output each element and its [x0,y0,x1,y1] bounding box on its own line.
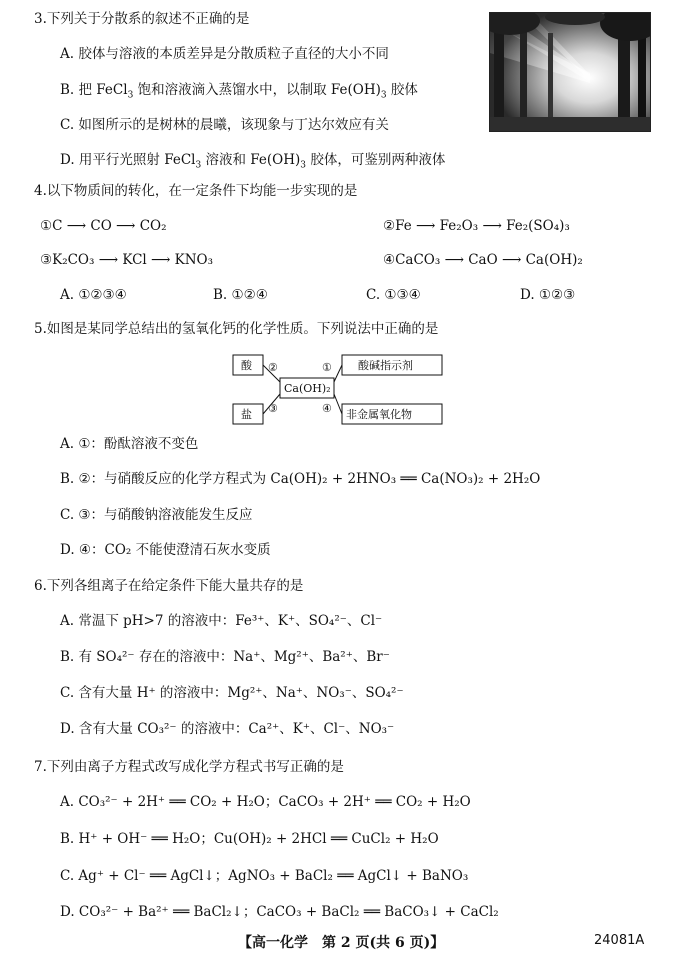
q7-option-a: A. CO₃²⁻ + 2H⁺ ══ CO₂ + H₂O；CaCO₃ + 2H⁺ ══ CO₂ + H₂O [60,794,471,810]
q5-stem: 5.如图是某同学总结出的氢氧化钙的化学性质。下列说法中正确的是 [34,321,439,337]
diagram-center: Ca(OH)₂ [284,382,331,395]
q5-option-b: B. ②：与硝酸反应的化学方程式为 Ca(OH)₂ + 2HNO₃ ══ Ca(NO₃)₂ + 2H₂O [60,471,541,487]
q4-route-4: ④CaCO₃ ⟶ CaO ⟶ Ca(OH)₂ [383,252,583,268]
q6-option-a: A. 常温下 pH>7 的溶液中：Fe³⁺、K⁺、SO₄²⁻、Cl⁻ [60,613,383,629]
diagram-oxide: 非金属氧化物 [346,408,412,421]
q7-option-b: B. H⁺ + OH⁻ ══ H₂O；Cu(OH)₂ + 2HCl ══ CuCl₂ + H₂O [60,831,439,847]
q3-option-a: A. 胶体与溶液的本质差异是分散质粒子直径的大小不同 [60,46,389,62]
forest-sunlight-photo [489,12,651,132]
q4-option-a: A. ①②③④ [60,287,127,303]
page-footer: 【高一化学 第 2 页(共 6 页)】 [238,935,445,951]
q6-option-c: C. 含有大量 H⁺ 的溶液中：Mg²⁺、Na⁺、NO₃⁻、SO₄²⁻ [60,685,404,701]
q6-option-b: B. 有 SO₄²⁻ 存在的溶液中：Na⁺、Mg²⁺、Ba²⁺、Br⁻ [60,649,390,665]
q6-option-d: D. 含有大量 CO₃²⁻ 的溶液中：Ca²⁺、K⁺、Cl⁻、NO₃⁻ [60,721,395,737]
q7-option-d: D. CO₃²⁻ + Ba²⁺ ══ BaCl₂↓；CaCO₃ + BaCl₂ ══ BaCO₃↓ + CaCl₂ [60,904,499,920]
diagram-marker-4: ④ [322,402,332,415]
q3-option-d: D. 用平行光照射 FeCl$_3$ 溶液和 $Fe(OH)_3$ 胶体，可鉴别两种液体 [60,152,446,171]
diagram-acid: 酸 [241,359,252,372]
diagram-marker-2: ② [268,361,278,374]
diagram-marker-3: ③ [268,402,278,415]
q3-stem: 3.下列关于分散系的叙述不正确的是 [34,11,250,27]
q4-option-b: B. ①②④ [213,287,268,303]
q3-option-b: B. 把 FeCl$_3$ 饱和溶液滴入蒸馏水中，以制取 $Fe(OH)_3$ 胶体 [60,82,418,101]
q6-stem: 6.下列各组离子在给定条件下能大量共存的是 [34,578,304,594]
diagram-marker-1: ① [322,361,332,374]
exam-code: 24081A [594,933,645,948]
q4-route-2: ②Fe ⟶ Fe₂O₃ ⟶ Fe₂(SO₄)₃ [383,218,570,234]
q3-option-c: C. 如图所示的是树林的晨曦，该现象与丁达尔效应有关 [60,117,389,133]
q4-route-3: ③K₂CO₃ ⟶ KCl ⟶ KNO₃ [40,252,214,268]
q5-option-a: A. ①：酚酞溶液不变色 [60,436,199,452]
q5-option-c: C. ③：与硝酸钠溶液能发生反应 [60,507,253,523]
q7-option-c: C. Ag⁺ + Cl⁻ ══ AgCl↓；AgNO₃ + BaCl₂ ══ AgCl↓ + BaNO₃ [60,868,469,884]
q4-stem: 4.以下物质间的转化，在一定条件下均能一步实现的是 [34,183,358,199]
diagram-salt: 盐 [241,408,252,421]
q4-option-c: C. ①③④ [366,287,421,303]
q5-option-d: D. ④：CO₂ 不能使澄清石灰水变质 [60,542,271,558]
q7-stem: 7.下列由离子方程式改写成化学方程式书写正确的是 [34,759,344,775]
calcium-hydroxide-diagram [232,354,444,426]
q4-option-d: D. ①②③ [520,287,576,303]
q4-route-1: ①C ⟶ CO ⟶ CO₂ [40,218,167,234]
diagram-indicator: 酸碱指示剂 [358,359,413,372]
